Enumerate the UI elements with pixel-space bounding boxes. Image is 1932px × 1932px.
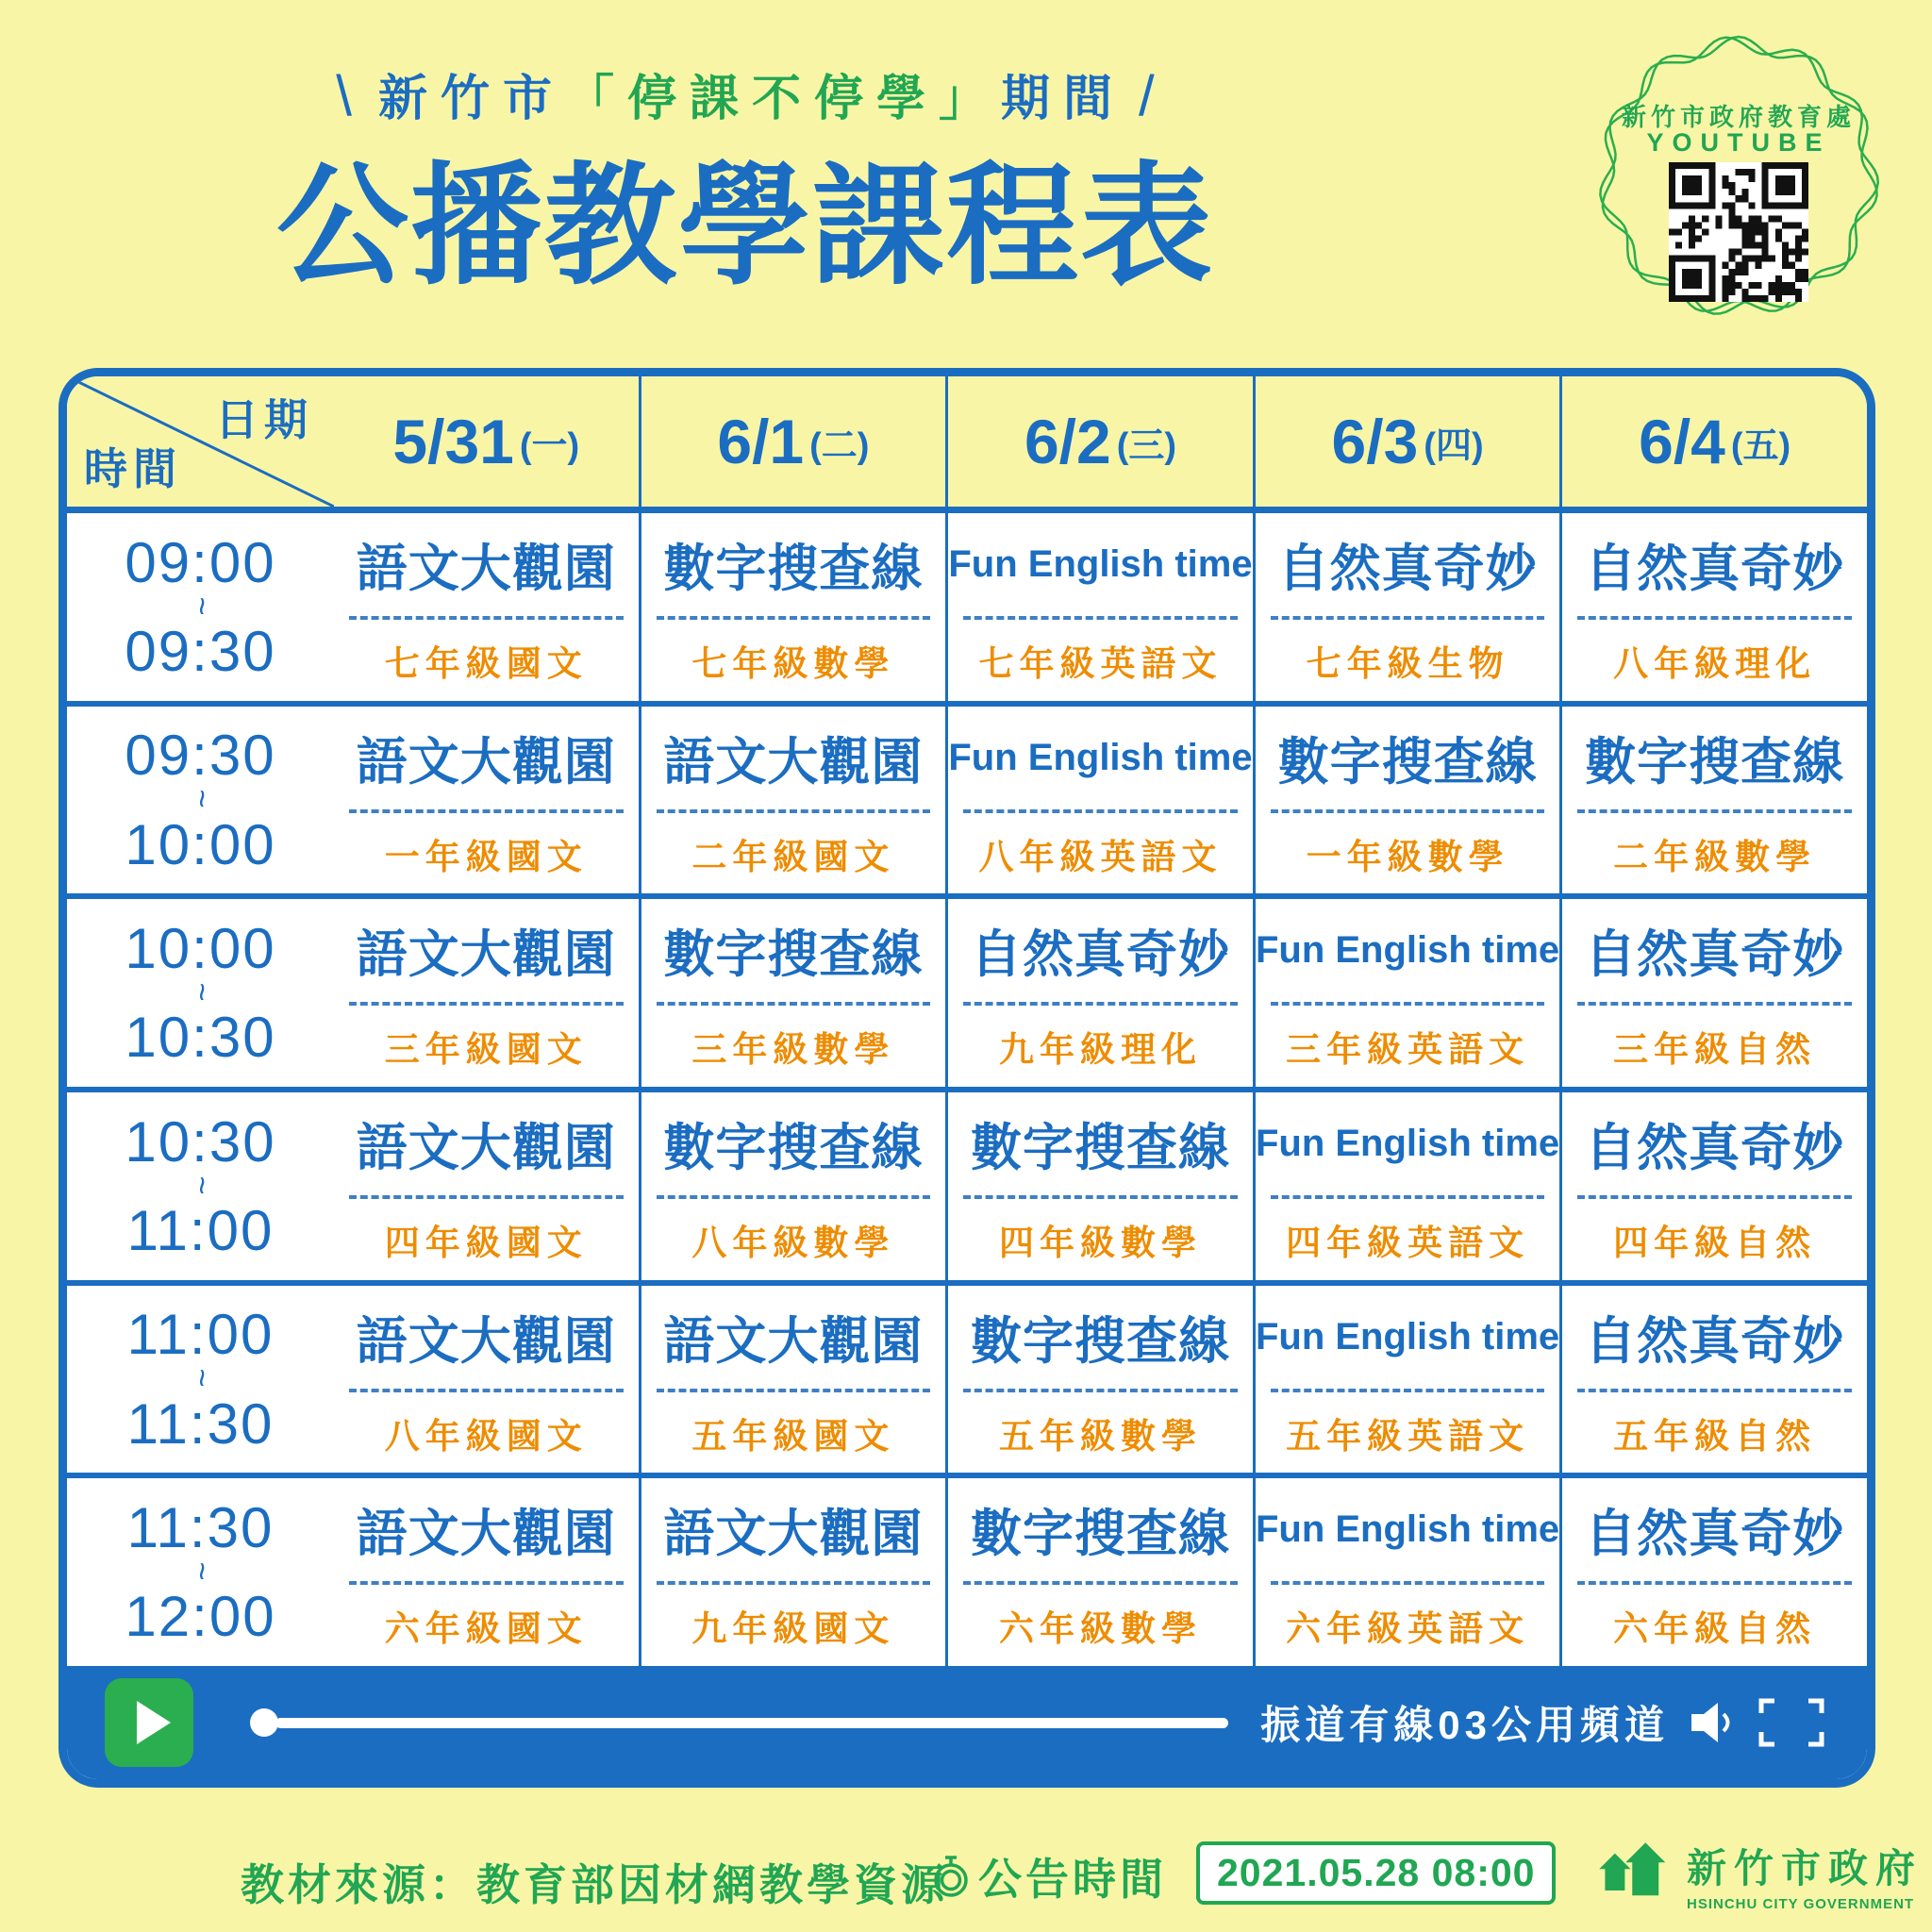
program-name: 語文大觀園 [663, 1506, 924, 1563]
weekday-text: (四) [1424, 425, 1484, 466]
table-row [67, 1087, 1867, 1280]
poster-subtitle [0, 58, 1491, 129]
subject-name: 五年級自然 [1613, 1416, 1817, 1456]
program-name: 語文大觀園 [663, 1312, 924, 1370]
schedule-cell [945, 899, 1253, 1087]
video-player-bar [67, 1666, 1867, 1779]
program-name: 自然真奇妙 [1585, 1312, 1845, 1370]
schedule-cell [1253, 1478, 1560, 1666]
twin-houses-icon [1592, 1838, 1675, 1904]
tilde: ~ [183, 790, 220, 810]
time-end: 10:30 [125, 1006, 276, 1070]
schedule-cell [1559, 1092, 1867, 1280]
table-row [67, 701, 1867, 894]
schedule-cell [945, 707, 1253, 894]
date-text: 6/2 [1024, 407, 1111, 476]
time-start: 11:00 [126, 1303, 275, 1367]
subject-name: 六年級國文 [384, 1609, 588, 1649]
qr-platform-label: YOUTUBE [1646, 128, 1831, 157]
time-slot [67, 899, 334, 1087]
tilde: ~ [183, 1561, 220, 1583]
program-name: 數字搜查線 [1585, 733, 1845, 791]
schedule-cell [639, 1092, 946, 1280]
time-slot [67, 1478, 334, 1666]
qr-org-label: 新竹市政府教育處 [1621, 103, 1856, 131]
program-name: 自然真奇妙 [1585, 926, 1845, 984]
table-header-row [67, 376, 1867, 513]
subject-name: 一年級數學 [1306, 837, 1509, 876]
program-name: 語文大觀園 [663, 733, 924, 791]
subject-name: 七年級生物 [1306, 643, 1509, 683]
time-slot [67, 707, 334, 894]
schedule-cell [639, 1478, 946, 1666]
schedule-cell [639, 513, 946, 701]
youtube-qr-badge [1592, 30, 1885, 323]
time-start: 09:30 [125, 724, 276, 788]
weekday-text: (一) [519, 425, 580, 466]
program-name: 語文大觀園 [356, 1120, 616, 1177]
subject-name: 六年級數學 [998, 1609, 1202, 1649]
clock-icon [929, 1852, 973, 1901]
time-end: 12:00 [125, 1585, 276, 1649]
schedule-cell [1559, 513, 1867, 701]
subject-name: 五年級數學 [998, 1416, 1202, 1456]
subject-name: 一年級國文 [384, 837, 588, 876]
program-name: Fun English time [1255, 929, 1560, 972]
program-name: 語文大觀園 [356, 733, 616, 791]
subject-name: 三年級數學 [691, 1030, 895, 1070]
schedule-cell [1253, 1286, 1560, 1474]
column-header-0604 [1559, 376, 1867, 507]
column-header-0531 [334, 376, 639, 507]
subject-name: 九年級國文 [691, 1609, 895, 1649]
corner-date-label: 日期 [215, 395, 313, 444]
schedule-cell [945, 513, 1253, 701]
table-row [67, 1280, 1867, 1474]
schedule-cell [945, 1478, 1253, 1666]
progress-slider[interactable] [250, 1708, 1228, 1737]
subject-name: 三年級英語文 [1286, 1030, 1530, 1070]
schedule-cell [334, 513, 639, 701]
program-name: Fun English time [1255, 1315, 1560, 1357]
date-text: 6/4 [1639, 407, 1725, 476]
play-button[interactable] [105, 1678, 193, 1767]
column-header-0603 [1253, 376, 1560, 507]
program-name: 數字搜查線 [663, 1120, 924, 1177]
tilde: ~ [183, 1175, 220, 1197]
weekday-text: (二) [809, 425, 870, 466]
program-name: 自然真奇妙 [1277, 541, 1538, 597]
date-text: 6/3 [1331, 407, 1419, 476]
gov-name-group [1687, 1838, 1923, 1912]
program-name: 自然真奇妙 [1585, 1120, 1845, 1177]
subject-name: 四年級英語文 [1286, 1223, 1530, 1262]
schedule-cell [334, 899, 639, 1087]
tilde: ~ [183, 982, 220, 1004]
schedule-cell [945, 1092, 1253, 1280]
program-name: 數字搜查線 [970, 1312, 1230, 1370]
schedule-cell [1253, 513, 1560, 701]
material-source-text: 教材來源：教育部因材網教學資源 [241, 1860, 948, 1909]
schedule-cell [334, 707, 639, 894]
subject-name: 四年級國文 [384, 1223, 588, 1262]
fullscreen-icon[interactable] [1757, 1697, 1825, 1748]
subject-name: 三年級國文 [384, 1030, 588, 1070]
gov-name-en: HSINCHU CITY GOVERNMENT [1687, 1896, 1915, 1912]
time-start: 10:30 [125, 1109, 276, 1174]
subject-name: 四年級自然 [1613, 1223, 1817, 1262]
program-name: 數字搜查線 [970, 1506, 1230, 1563]
schedule-cell [1559, 1478, 1867, 1666]
tilde: ~ [183, 596, 220, 618]
program-name: 數字搜查線 [663, 926, 924, 984]
subject-name: 八年級英語文 [978, 837, 1223, 876]
play-icon [137, 1701, 171, 1744]
table-row [67, 513, 1867, 701]
column-header-0601 [639, 376, 946, 507]
program-name: 自然真奇妙 [970, 926, 1230, 984]
gov-name: 新竹市政府 [1687, 1846, 1924, 1890]
time-slot [67, 1092, 334, 1280]
weekday-text: (五) [1730, 425, 1791, 466]
program-name: 數字搜查線 [970, 1120, 1230, 1177]
subject-name: 三年級自然 [1613, 1030, 1817, 1070]
program-name: Fun English time [948, 543, 1253, 585]
time-slot [67, 1286, 334, 1474]
weekday-text: (三) [1116, 425, 1177, 466]
program-name: Fun English time [1255, 1123, 1560, 1165]
subject-name: 二年級數學 [1613, 837, 1817, 876]
schedule-cell [1559, 899, 1867, 1087]
time-start: 11:30 [126, 1496, 275, 1560]
subject-name: 七年級英語文 [978, 643, 1223, 683]
program-name: 語文大觀園 [356, 1506, 616, 1563]
program-name: 數字搜查線 [663, 541, 924, 597]
time-end: 11:00 [126, 1198, 275, 1262]
schedule-cell [1253, 1092, 1560, 1280]
program-name: 自然真奇妙 [1585, 1506, 1845, 1563]
qr-code-icon [1669, 162, 1808, 302]
subject-name: 八年級理化 [1613, 643, 1817, 683]
tilde: ~ [183, 1369, 220, 1390]
subject-name: 五年級英語文 [1286, 1416, 1530, 1456]
speaker-icon[interactable] [1691, 1702, 1740, 1743]
subject-name: 二年級國文 [691, 837, 895, 876]
announce-time-label: 公告時間 [978, 1855, 1167, 1904]
time-start: 09:00 [125, 530, 276, 594]
channel-label: 振道有線03公用頻道 [1260, 1703, 1669, 1748]
table-row [67, 1473, 1867, 1666]
time-end: 10:00 [125, 812, 276, 876]
corner-time-label: 時間 [84, 444, 182, 493]
time-end: 11:30 [126, 1391, 275, 1456]
gov-logo [1592, 1838, 1923, 1912]
program-name: Fun English time [1255, 1508, 1560, 1551]
schedule-cell [334, 1286, 639, 1474]
schedule-cell [945, 1286, 1253, 1474]
decor-slash: / [1139, 64, 1155, 127]
column-header-0602 [945, 376, 1253, 507]
schedule-cell [334, 1478, 639, 1666]
schedule-cell [1559, 707, 1867, 894]
date-text: 6/1 [717, 407, 805, 476]
schedule-cell [334, 1092, 639, 1280]
schedule-cell [639, 1286, 946, 1474]
subtitle-suffix: 期間 [1001, 72, 1126, 126]
announce-time-value: 2021.05.28 08:00 [1196, 1841, 1556, 1905]
schedule-cell [1253, 707, 1560, 894]
time-start: 10:00 [125, 917, 276, 981]
corner-cell [67, 376, 334, 507]
time-end: 09:30 [125, 619, 276, 683]
subject-name: 九年級理化 [998, 1030, 1202, 1070]
program-name: Fun English time [948, 736, 1253, 778]
subject-name: 八年級數學 [691, 1223, 895, 1262]
schedule-cell [639, 707, 946, 894]
page-title: 公播教學課程表 [275, 152, 1214, 300]
progress-line [275, 1718, 1228, 1728]
program-name: 數字搜查線 [1277, 733, 1538, 791]
program-name: 語文大觀園 [356, 926, 616, 984]
schedule-table [58, 368, 1875, 1788]
subject-name: 四年級數學 [998, 1223, 1202, 1262]
subject-name: 七年級國文 [384, 643, 588, 683]
subtitle-prefix: 新竹市 [377, 72, 565, 126]
subtitle-highlight: 「停課不停學」 [564, 72, 1001, 126]
decor-backslash: \ [336, 64, 352, 127]
subject-name: 五年級國文 [691, 1416, 895, 1456]
date-text: 5/31 [392, 407, 514, 476]
schedule-cell [1559, 1286, 1867, 1474]
program-name: 語文大觀園 [356, 1312, 616, 1370]
time-slot [67, 513, 334, 701]
announce-time-group [929, 1845, 1167, 1907]
program-name: 自然真奇妙 [1585, 541, 1845, 597]
program-name: 語文大觀園 [356, 541, 616, 597]
schedule-cell [1253, 899, 1560, 1087]
progress-knob[interactable] [250, 1708, 278, 1737]
subject-name: 七年級數學 [691, 643, 895, 683]
table-row [67, 893, 1867, 1087]
subject-name: 六年級英語文 [1286, 1609, 1530, 1649]
subject-name: 六年級自然 [1613, 1609, 1817, 1649]
subject-name: 八年級國文 [384, 1416, 588, 1456]
schedule-cell [639, 899, 946, 1087]
